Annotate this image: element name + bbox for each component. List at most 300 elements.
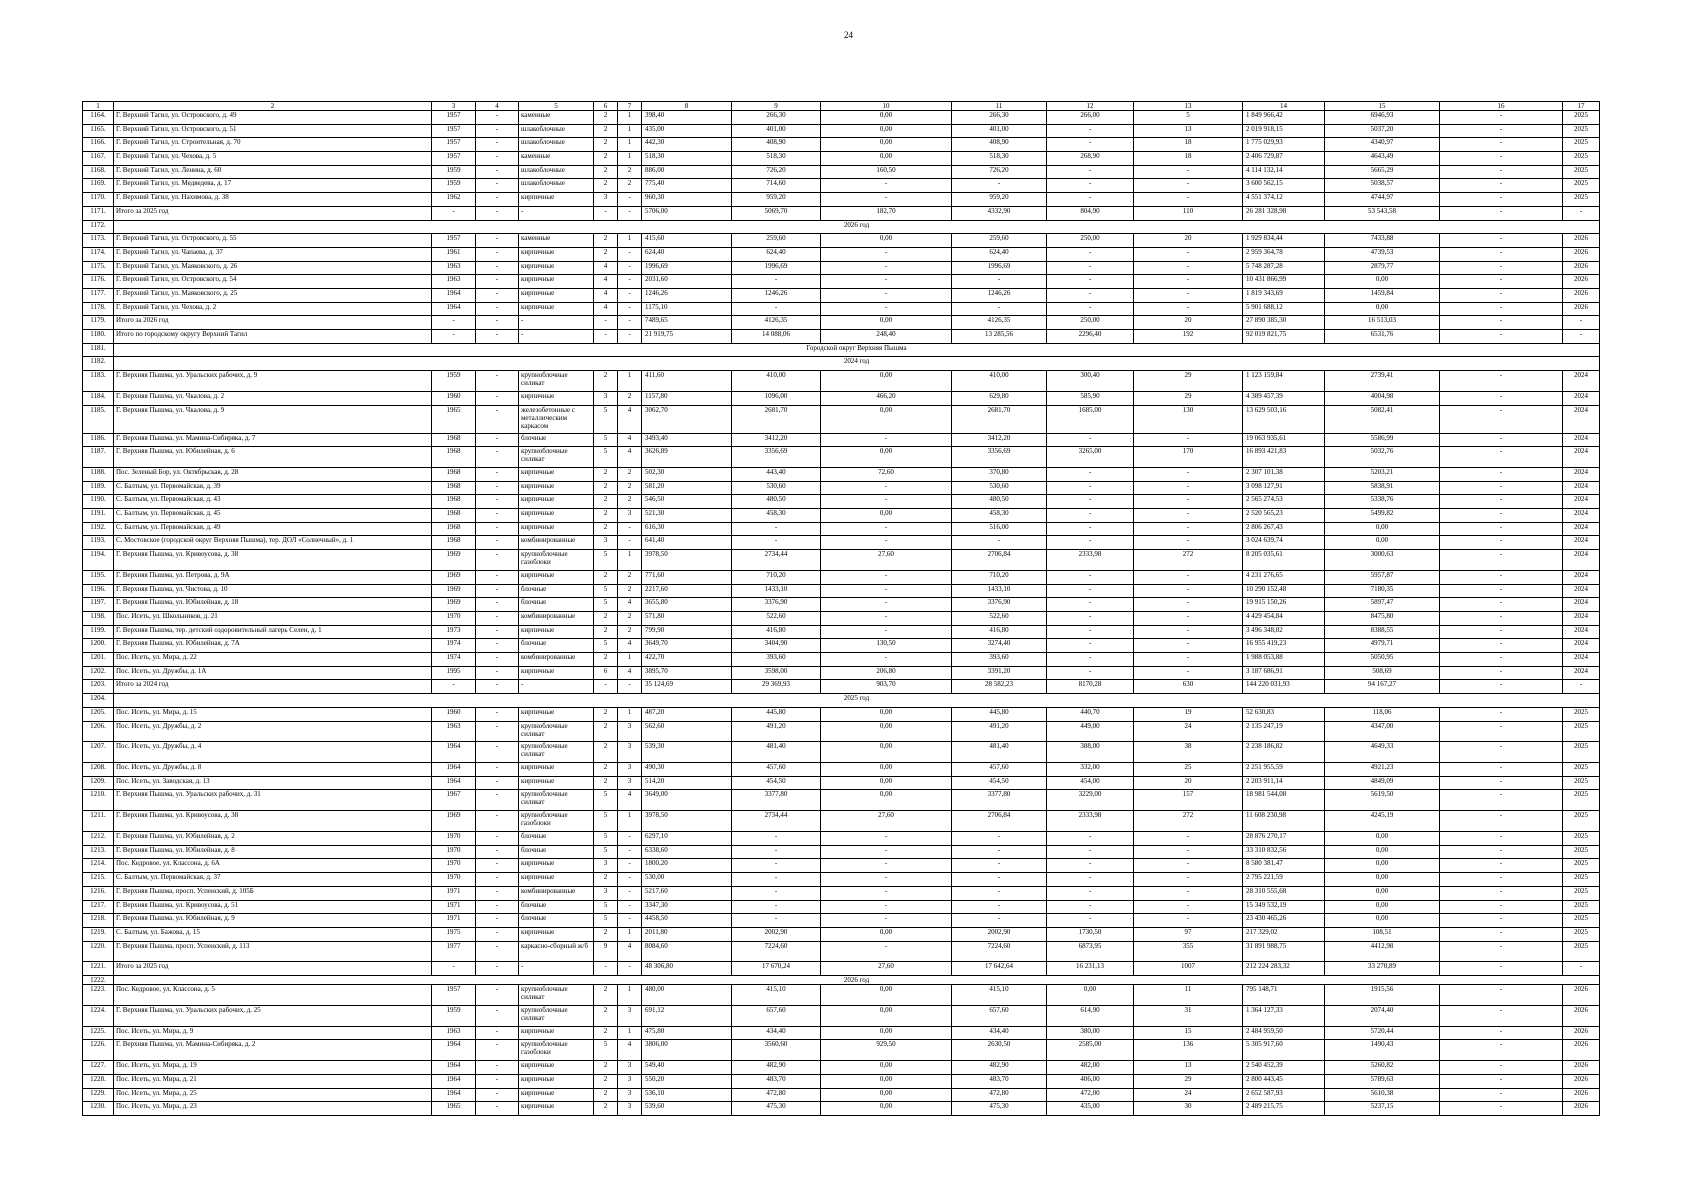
residents-cell: 20: [1134, 776, 1243, 790]
table-row: [83, 1026, 1600, 1040]
total-area-cell: 530,00: [642, 873, 732, 887]
year-built-cell: 1968: [432, 536, 476, 550]
repair-year-cell: 2025: [1563, 776, 1600, 790]
total-area-cell: 7489,65: [642, 316, 732, 330]
row-number-cell: 1206.: [83, 721, 114, 742]
residents-cell: -: [1134, 179, 1243, 193]
cost-per-sqm-cell: 7180,35: [1325, 584, 1440, 598]
row-number-cell: 1190.: [83, 495, 114, 509]
privatized-area-cell: 3229,00: [1047, 790, 1134, 811]
floors-cell: 5: [594, 447, 618, 468]
privatized-area-cell: -: [1047, 509, 1134, 523]
residential-area-cell: 445,80: [952, 707, 1047, 721]
total-area-cell: 411,60: [642, 371, 732, 392]
col-4-cell: -: [476, 962, 519, 976]
year-built-cell: 1957: [432, 985, 476, 1006]
total-area-cell: 521,30: [642, 509, 732, 523]
col-4-cell: -: [476, 522, 519, 536]
wall-material-cell: кирпичные: [519, 193, 594, 207]
residential-area-cell: 458,30: [952, 509, 1047, 523]
wall-material-cell: комбинированные: [519, 886, 594, 900]
floors-cell: 5: [594, 845, 618, 859]
floors-cell: 2: [594, 371, 618, 392]
address-cell: Г. Верхний Тагил, ул. Маяковского, д. 25: [114, 288, 432, 302]
repair-cost-cell: 16 955 419,23: [1243, 639, 1325, 653]
entrances-cell: -: [618, 845, 642, 859]
residents-cell: -: [1134, 433, 1243, 447]
wall-material-cell: кирпичные: [519, 302, 594, 316]
privatized-area-cell: -: [1047, 481, 1134, 495]
total-area-cell: 48 306,80: [642, 962, 732, 976]
address-cell: Пос. Исеть, ул. Мира, д. 25: [114, 1088, 432, 1102]
entrances-cell: 3: [618, 721, 642, 742]
wall-material-cell: кирпичные: [519, 1074, 594, 1088]
column-number-header: 7: [618, 102, 642, 111]
col-16-cell: -: [1440, 433, 1563, 447]
total-area-cell: 3978,50: [642, 550, 732, 571]
address-cell: Пос. Исеть, ул. Дружбы, д. 4: [114, 742, 432, 763]
address-cell: Г. Верхняя Пышма, тер. детский оздоровительный лагерь Селен, д. 1: [114, 625, 432, 639]
residential-area-cell: 4332,90: [952, 206, 1047, 220]
col-4-cell: -: [476, 927, 519, 941]
total-area-cell: 5706,00: [642, 206, 732, 220]
col-16-cell: -: [1440, 481, 1563, 495]
repair-year-cell: 2025: [1563, 165, 1600, 179]
privatized-area-cell: -: [1047, 495, 1134, 509]
year-built-cell: 1968: [432, 509, 476, 523]
privatized-area-cell: -: [1047, 886, 1134, 900]
total-area-cell: 539,60: [642, 1102, 732, 1116]
address-cell: С. Балтым, ул. Первомайская, д. 43: [114, 495, 432, 509]
entrances-cell: -: [618, 914, 642, 928]
nonresidential-area-cell: 0,00: [821, 1074, 952, 1088]
entrances-cell: 1: [618, 550, 642, 571]
privatized-area-cell: -: [1047, 302, 1134, 316]
nonresidential-area-cell: 0,00: [821, 138, 952, 152]
address-cell: Пос. Исеть, ул. Школьников, д. 21: [114, 612, 432, 626]
repair-cost-cell: 27 890 385,30: [1243, 316, 1325, 330]
col-16-cell: -: [1440, 468, 1563, 482]
col-4-cell: -: [476, 598, 519, 612]
floors-cell: 2: [594, 1102, 618, 1116]
privatized-area-cell: -: [1047, 859, 1134, 873]
col-4-cell: -: [476, 371, 519, 392]
floors-cell: 2: [594, 495, 618, 509]
wall-material-cell: кирпичные: [519, 707, 594, 721]
col-4-cell: -: [476, 776, 519, 790]
address-cell: Г. Верхний Тагил, ул. Островского, д. 54: [114, 275, 432, 289]
nonresidential-area-cell: -: [821, 193, 952, 207]
repair-cost-cell: 3 024 639,74: [1243, 536, 1325, 550]
row-number-cell: 1169.: [83, 179, 114, 193]
address-cell: Г. Верхняя Пышма, ул. Чистова, д. 10: [114, 584, 432, 598]
row-number-cell: 1201.: [83, 653, 114, 667]
row-number-cell: 1192.: [83, 522, 114, 536]
row-number-cell: 1211.: [83, 811, 114, 832]
residents-cell: 15: [1134, 1026, 1243, 1040]
table-row: [83, 886, 1600, 900]
nonresidential-area-cell: 929,50: [821, 1040, 952, 1061]
wall-material-cell: блочные: [519, 845, 594, 859]
col-16-cell: -: [1440, 1061, 1563, 1075]
privatized-area-cell: 332,00: [1047, 763, 1134, 777]
table-row: [83, 1005, 1600, 1026]
col-16-cell: -: [1440, 941, 1563, 962]
col-4-cell: -: [476, 550, 519, 571]
row-number: 1181.: [83, 343, 114, 357]
year-built-cell: 1968: [432, 522, 476, 536]
address-cell: С. Балтым, ул. Первомайская, д. 37: [114, 873, 432, 887]
table-row: [83, 832, 1600, 846]
cost-per-sqm-cell: 8475,80: [1325, 612, 1440, 626]
cost-per-sqm-cell: 0,00: [1325, 302, 1440, 316]
column-number-header: 17: [1563, 102, 1600, 111]
col-4-cell: -: [476, 179, 519, 193]
repair-cost-cell: 3 187 686,91: [1243, 666, 1325, 680]
residents-cell: -: [1134, 247, 1243, 261]
floors-cell: 2: [594, 165, 618, 179]
table-row: [83, 536, 1600, 550]
address-cell: Пос. Исеть, ул. Мира, д. 23: [114, 1102, 432, 1116]
living-area-cell: 480,50: [732, 495, 821, 509]
nonresidential-area-cell: 0,00: [821, 1088, 952, 1102]
repair-year-cell: 2026: [1563, 288, 1600, 302]
total-area-cell: 3978,50: [642, 811, 732, 832]
col-4-cell: -: [476, 886, 519, 900]
col-4-cell: -: [476, 302, 519, 316]
privatized-area-cell: -: [1047, 468, 1134, 482]
residents-cell: -: [1134, 873, 1243, 887]
repair-cost-cell: 3 600 562,15: [1243, 179, 1325, 193]
living-area-cell: 5069,70: [732, 206, 821, 220]
repair-cost-cell: 28 876 270,17: [1243, 832, 1325, 846]
floors-cell: 4: [594, 275, 618, 289]
entrances-cell: 1: [618, 111, 642, 125]
cost-per-sqm-cell: 5720,44: [1325, 1026, 1440, 1040]
total-area-cell: 6297,10: [642, 832, 732, 846]
living-area-cell: 624,40: [732, 247, 821, 261]
residents-cell: 31: [1134, 1005, 1243, 1026]
privatized-area-cell: -: [1047, 900, 1134, 914]
cost-per-sqm-cell: 5957,87: [1325, 570, 1440, 584]
repair-year-cell: 2026: [1563, 302, 1600, 316]
privatized-area-cell: 380,00: [1047, 1026, 1134, 1040]
row-number-cell: 1186.: [83, 433, 114, 447]
wall-material-cell: блочные: [519, 433, 594, 447]
col-4-cell: -: [476, 811, 519, 832]
year-built-cell: 1968: [432, 447, 476, 468]
col-16-cell: -: [1440, 914, 1563, 928]
year-built-cell: 1957: [432, 111, 476, 125]
year-built-cell: 1969: [432, 550, 476, 571]
living-area-cell: -: [732, 900, 821, 914]
row-number-cell: 1223.: [83, 985, 114, 1006]
floors-cell: 2: [594, 742, 618, 763]
residents-cell: 30: [1134, 1102, 1243, 1116]
repair-year-cell: 2025: [1563, 941, 1600, 962]
table-row: [83, 302, 1600, 316]
address-cell: Итого по городскому округу Верхний Тагил: [114, 330, 432, 344]
residents-cell: -: [1134, 832, 1243, 846]
living-area-cell: 416,80: [732, 625, 821, 639]
cost-per-sqm-cell: 508,69: [1325, 666, 1440, 680]
cost-per-sqm-cell: 5032,76: [1325, 447, 1440, 468]
col-16-cell: -: [1440, 536, 1563, 550]
privatized-area-cell: -: [1047, 612, 1134, 626]
entrances-cell: -: [618, 302, 642, 316]
residents-cell: -: [1134, 845, 1243, 859]
privatized-area-cell: -: [1047, 914, 1134, 928]
living-area-cell: 714,60: [732, 179, 821, 193]
col-4-cell: -: [476, 495, 519, 509]
residential-area-cell: 959,20: [952, 193, 1047, 207]
total-area-cell: 4458,50: [642, 914, 732, 928]
living-area-cell: 401,00: [732, 124, 821, 138]
address-cell: Пос. Исеть, ул. Мира, д. 22: [114, 653, 432, 667]
wall-material-cell: блочные: [519, 900, 594, 914]
col-4-cell: -: [476, 124, 519, 138]
col-16-cell: -: [1440, 962, 1563, 976]
year-built-cell: 1995: [432, 666, 476, 680]
repair-year-cell: 2024: [1563, 550, 1600, 571]
col-16-cell: -: [1440, 1040, 1563, 1061]
table-row: [83, 666, 1600, 680]
row-number-cell: 1177.: [83, 288, 114, 302]
repair-year-cell: 2024: [1563, 522, 1600, 536]
row-number-cell: 1230.: [83, 1102, 114, 1116]
table-row: [83, 790, 1600, 811]
col-16-cell: -: [1440, 261, 1563, 275]
year-built-cell: 1959: [432, 165, 476, 179]
address-cell: Г. Верхняя Пышма, ул. Уральских рабочих, д. 25: [114, 1005, 432, 1026]
nonresidential-area-cell: -: [821, 275, 952, 289]
address-cell: Г. Верхняя Пышма, ул. Юбилейная, д. 9: [114, 914, 432, 928]
year-built-cell: 1965: [432, 405, 476, 433]
address-cell: Г. Верхний Тагил, ул. Нахимова, д. 38: [114, 193, 432, 207]
total-area-cell: 960,30: [642, 193, 732, 207]
table-row: [83, 468, 1600, 482]
row-number-cell: 1176.: [83, 275, 114, 289]
table-row: [83, 495, 1600, 509]
entrances-cell: 3: [618, 1074, 642, 1088]
floors-cell: 4: [594, 288, 618, 302]
living-area-cell: 522,60: [732, 612, 821, 626]
wall-material-cell: кирпичные: [519, 288, 594, 302]
col-4-cell: -: [476, 405, 519, 433]
total-area-cell: 1157,80: [642, 391, 732, 405]
col-4-cell: -: [476, 234, 519, 248]
residents-cell: 38: [1134, 742, 1243, 763]
address-cell: Пос. Исеть, ул. Заводская, д. 13: [114, 776, 432, 790]
cost-per-sqm-cell: 2739,41: [1325, 371, 1440, 392]
residents-cell: 29: [1134, 1074, 1243, 1088]
privatized-area-cell: -: [1047, 124, 1134, 138]
nonresidential-area-cell: 0,00: [821, 124, 952, 138]
entrances-cell: 2: [618, 165, 642, 179]
col-16-cell: -: [1440, 1102, 1563, 1116]
entrances-cell: 1: [618, 1026, 642, 1040]
residents-cell: 19: [1134, 707, 1243, 721]
row-number-cell: 1225.: [83, 1026, 114, 1040]
cost-per-sqm-cell: 4004,98: [1325, 391, 1440, 405]
repair-cost-cell: 10 431 866,99: [1243, 275, 1325, 289]
repair-year-cell: 2024: [1563, 468, 1600, 482]
repair-year-cell: 2024: [1563, 584, 1600, 598]
wall-material-cell: кирпичные: [519, 522, 594, 536]
residents-cell: 355: [1134, 941, 1243, 962]
entrances-cell: -: [618, 330, 642, 344]
nonresidential-area-cell: -: [821, 886, 952, 900]
cost-per-sqm-cell: 5037,20: [1325, 124, 1440, 138]
total-area-cell: 1800,20: [642, 859, 732, 873]
entrances-cell: 1: [618, 927, 642, 941]
year-built-cell: 1964: [432, 763, 476, 777]
entrances-cell: 3: [618, 763, 642, 777]
living-area-cell: 3412,20: [732, 433, 821, 447]
residential-area-cell: 3376,90: [952, 598, 1047, 612]
residential-area-cell: 410,00: [952, 371, 1047, 392]
repair-year-cell: 2025: [1563, 845, 1600, 859]
row-number: 1204.: [83, 694, 114, 708]
repair-cost-cell: 15 349 532,19: [1243, 900, 1325, 914]
residential-area-cell: 13 285,56: [952, 330, 1047, 344]
floors-cell: 2: [594, 522, 618, 536]
living-area-cell: 415,10: [732, 985, 821, 1006]
address-cell: Итого за 2026 год: [114, 316, 432, 330]
entrances-cell: 3: [618, 1061, 642, 1075]
year-built-cell: 1959: [432, 179, 476, 193]
residential-area-cell: 518,30: [952, 152, 1047, 166]
residents-cell: -: [1134, 509, 1243, 523]
repair-cost-cell: 2 484 959,50: [1243, 1026, 1325, 1040]
col-4-cell: -: [476, 1026, 519, 1040]
floors-cell: 3: [594, 536, 618, 550]
total-area-cell: 415,60: [642, 234, 732, 248]
cost-per-sqm-cell: 4340,97: [1325, 138, 1440, 152]
residential-area-cell: -: [952, 873, 1047, 887]
address-cell: Пос. Исеть, ул. Мира, д. 19: [114, 1061, 432, 1075]
section-row: [83, 220, 1600, 234]
table-row: [83, 721, 1600, 742]
row-number-cell: 1166.: [83, 138, 114, 152]
year-built-cell: 1971: [432, 900, 476, 914]
col-16-cell: -: [1440, 742, 1563, 763]
entrances-cell: -: [618, 900, 642, 914]
col-16-cell: -: [1440, 124, 1563, 138]
floors-cell: 5: [594, 433, 618, 447]
floors-cell: 5: [594, 598, 618, 612]
entrances-cell: -: [618, 193, 642, 207]
col-16-cell: -: [1440, 138, 1563, 152]
residential-area-cell: -: [952, 859, 1047, 873]
residential-area-cell: 4126,35: [952, 316, 1047, 330]
cost-per-sqm-cell: 0,00: [1325, 859, 1440, 873]
entrances-cell: 2: [618, 612, 642, 626]
cost-per-sqm-cell: 4739,53: [1325, 247, 1440, 261]
residents-cell: -: [1134, 598, 1243, 612]
cost-per-sqm-cell: 2879,77: [1325, 261, 1440, 275]
floors-cell: 2: [594, 247, 618, 261]
living-area-cell: 2734,44: [732, 811, 821, 832]
living-area-cell: 530,60: [732, 481, 821, 495]
privatized-area-cell: -: [1047, 832, 1134, 846]
col-4-cell: -: [476, 680, 519, 694]
repair-year-cell: 2025: [1563, 742, 1600, 763]
living-area-cell: -: [732, 536, 821, 550]
col-16-cell: -: [1440, 873, 1563, 887]
year-built-cell: 1968: [432, 481, 476, 495]
repair-cost-cell: 2 489 215,75: [1243, 1102, 1325, 1116]
column-number-header: 10: [821, 102, 952, 111]
floors-cell: 4: [594, 261, 618, 275]
residential-area-cell: 2706,84: [952, 811, 1047, 832]
nonresidential-area-cell: 0,00: [821, 927, 952, 941]
col-4-cell: -: [476, 625, 519, 639]
year-built-cell: 1964: [432, 776, 476, 790]
repair-cost-cell: 2 959 364,78: [1243, 247, 1325, 261]
total-area-cell: 490,30: [642, 763, 732, 777]
entrances-cell: 3: [618, 742, 642, 763]
cost-per-sqm-cell: 5499,82: [1325, 509, 1440, 523]
total-area-cell: 422,70: [642, 653, 732, 667]
residential-area-cell: -: [952, 900, 1047, 914]
entrances-cell: 4: [618, 405, 642, 433]
floors-cell: 6: [594, 666, 618, 680]
nonresidential-area-cell: 0,00: [821, 1026, 952, 1040]
residents-cell: -: [1134, 639, 1243, 653]
total-area-cell: 480,00: [642, 985, 732, 1006]
col-4-cell: -: [476, 509, 519, 523]
year-built-cell: -: [432, 962, 476, 976]
total-area-cell: 3649,70: [642, 639, 732, 653]
total-area-cell: 571,80: [642, 612, 732, 626]
living-area-cell: 3376,90: [732, 598, 821, 612]
total-area-cell: 775,40: [642, 179, 732, 193]
row-number-cell: 1212.: [83, 832, 114, 846]
wall-material-cell: кирпичные: [519, 481, 594, 495]
privatized-area-cell: -: [1047, 138, 1134, 152]
repair-cost-cell: 5 901 688,12: [1243, 302, 1325, 316]
repair-year-cell: 2025: [1563, 900, 1600, 914]
col-16-cell: -: [1440, 845, 1563, 859]
total-area-cell: 487,20: [642, 707, 732, 721]
wall-material-cell: крупноблочные силикат: [519, 721, 594, 742]
repair-cost-cell: 31 891 988,75: [1243, 941, 1325, 962]
privatized-area-cell: -: [1047, 433, 1134, 447]
privatized-area-cell: 16 231,13: [1047, 962, 1134, 976]
address-cell: Г. Верхний Тагил, ул. Чехова, д. 5: [114, 152, 432, 166]
nonresidential-area-cell: 72,60: [821, 468, 952, 482]
year-built-cell: 1957: [432, 138, 476, 152]
cost-per-sqm-cell: 5338,76: [1325, 495, 1440, 509]
address-cell: Г. Верхняя Пышма, ул. Мамина-Сибиряка, д. 7: [114, 433, 432, 447]
repair-year-cell: 2025: [1563, 790, 1600, 811]
address-cell: Г. Верхняя Пышма, ул. Петрова, д. 9А: [114, 570, 432, 584]
entrances-cell: -: [618, 536, 642, 550]
cost-per-sqm-cell: 5203,21: [1325, 468, 1440, 482]
nonresidential-area-cell: 27,60: [821, 811, 952, 832]
entrances-cell: 1: [618, 124, 642, 138]
privatized-area-cell: 3265,00: [1047, 447, 1134, 468]
row-number-cell: 1173.: [83, 234, 114, 248]
nonresidential-area-cell: -: [821, 433, 952, 447]
repair-cost-cell: 16 893 421,83: [1243, 447, 1325, 468]
year-built-cell: 1977: [432, 941, 476, 962]
col-4-cell: -: [476, 275, 519, 289]
floors-cell: 2: [594, 985, 618, 1006]
privatized-area-cell: 388,00: [1047, 742, 1134, 763]
row-number-cell: 1228.: [83, 1074, 114, 1088]
